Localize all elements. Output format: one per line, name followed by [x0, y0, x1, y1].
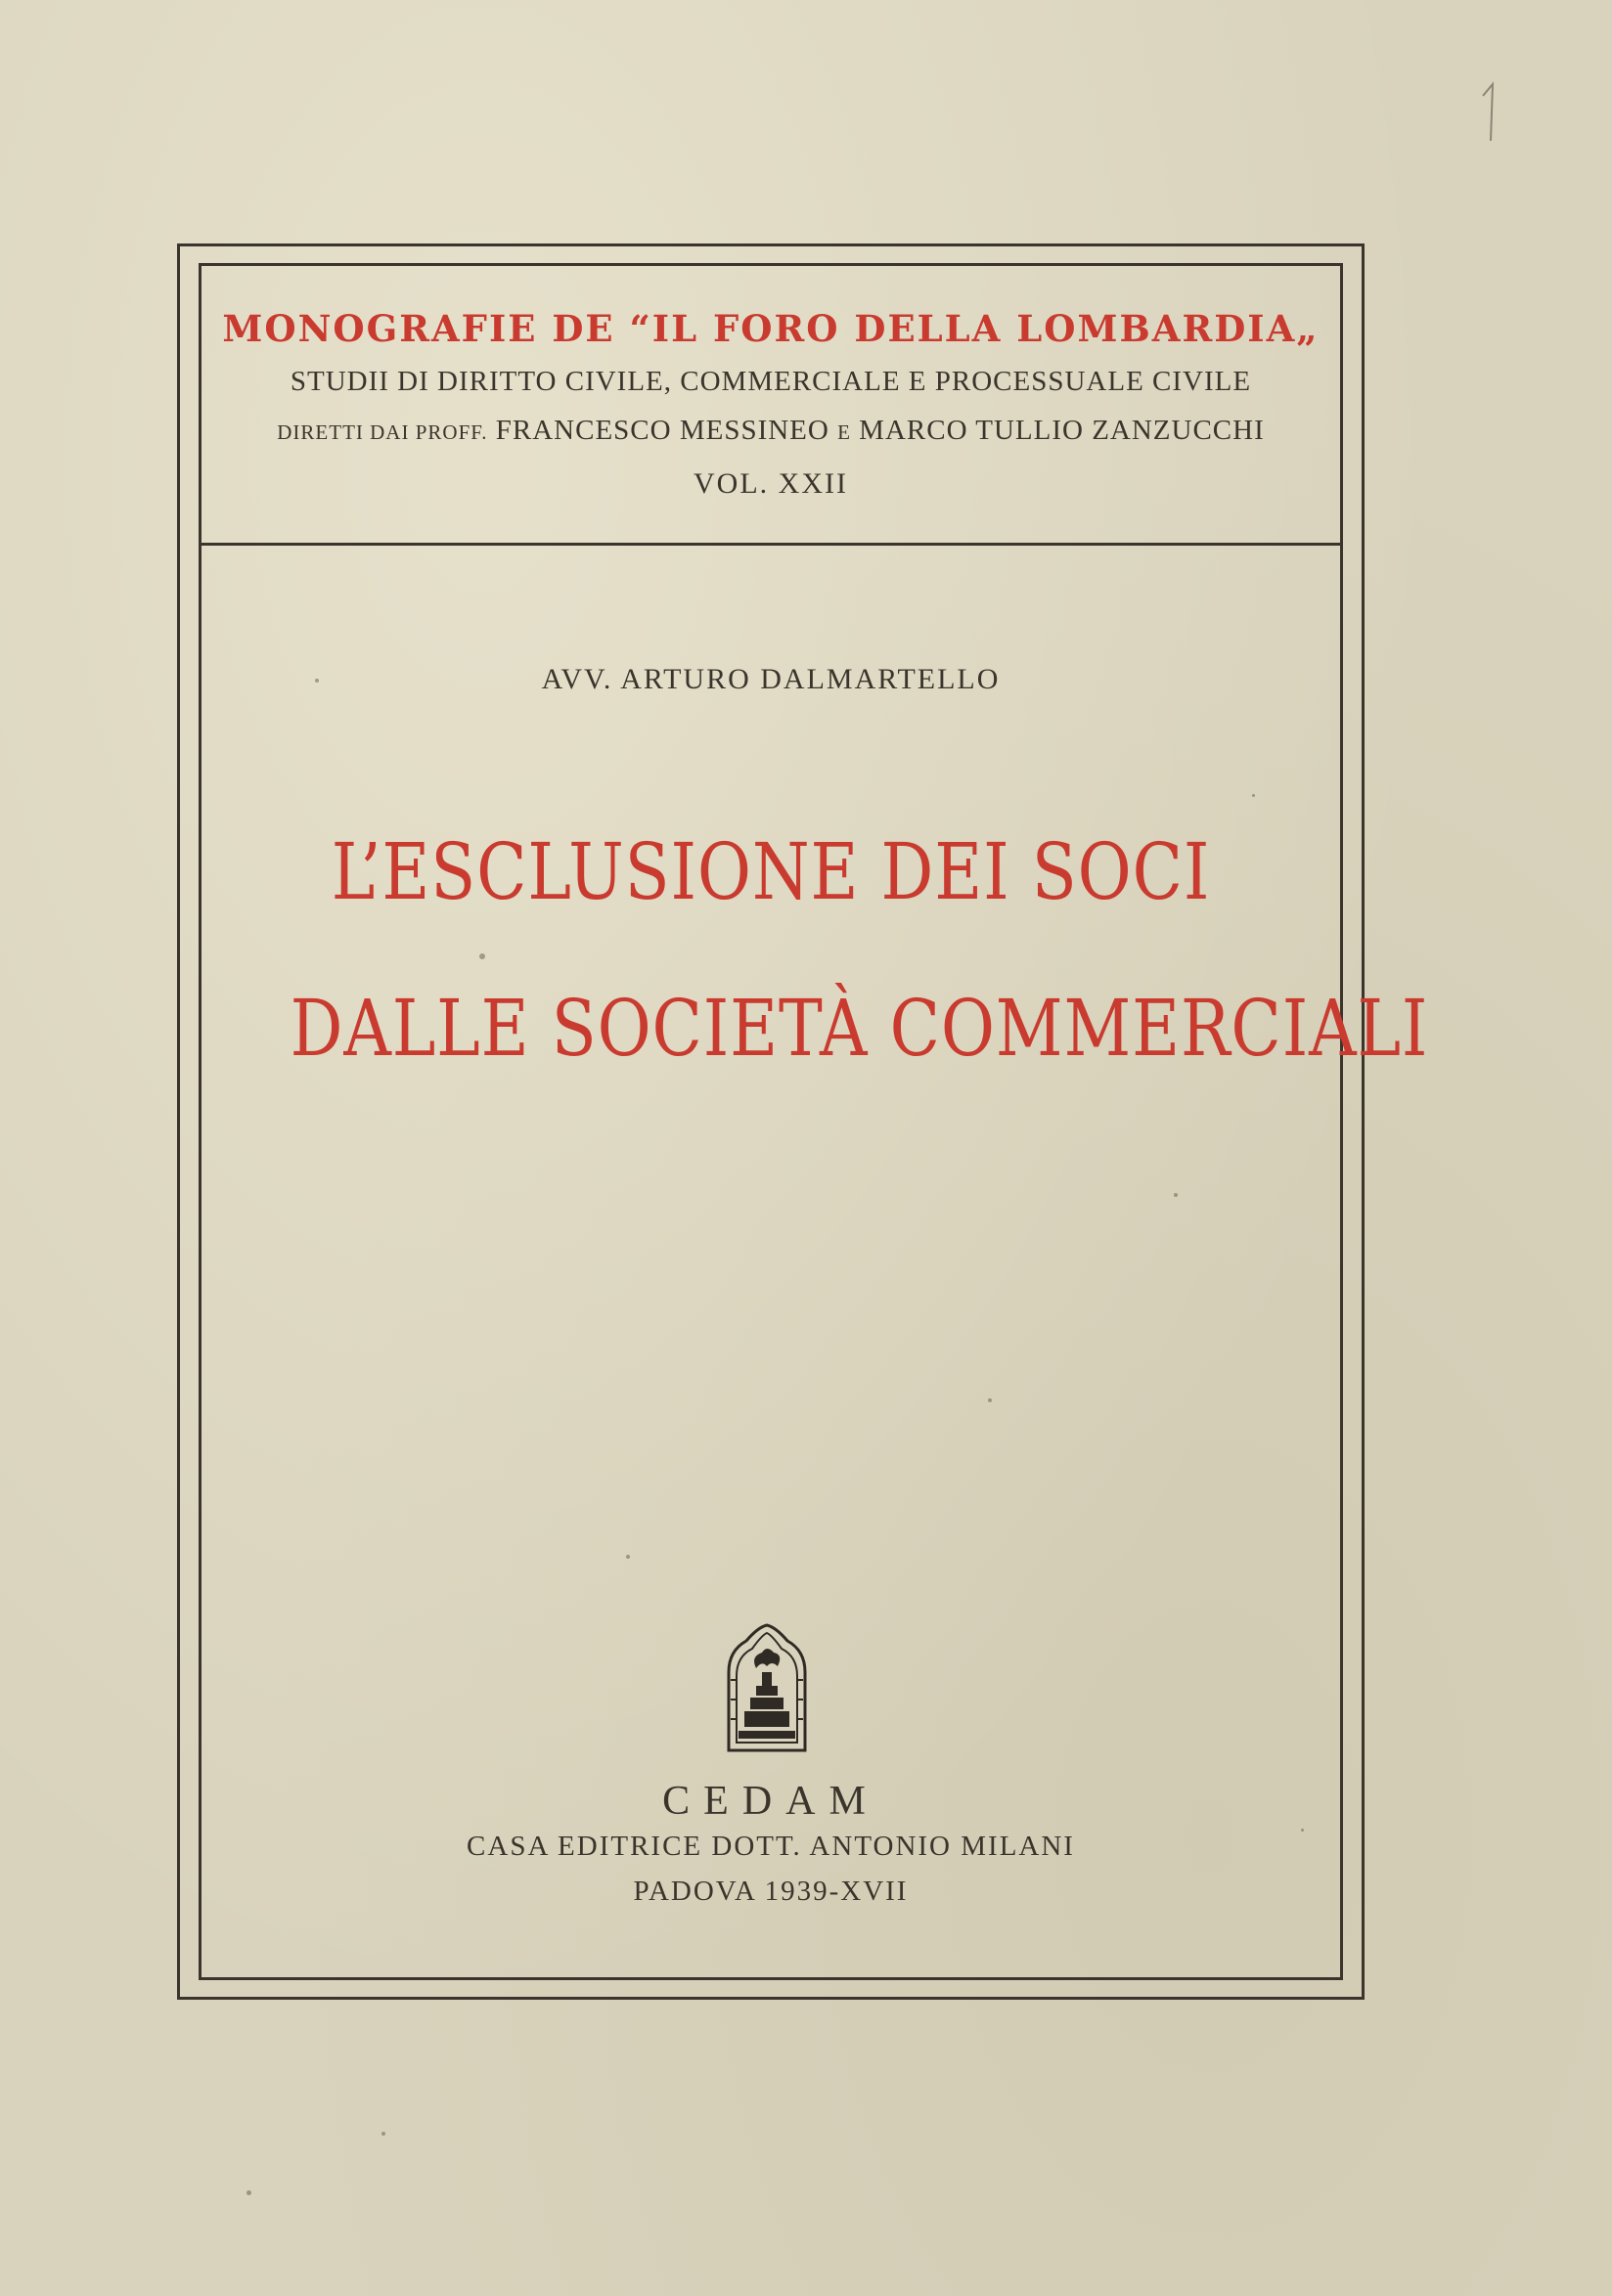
director-2: MARCO TULLIO ZANZUCCHI	[859, 415, 1265, 446]
book-title-line-2: DALLE SOCIETÀ COMMERCIALI	[290, 983, 1429, 1074]
directors-conjunction: E	[837, 420, 851, 444]
series-directors	[199, 415, 1343, 447]
directed-prefix: DIRETTI DAI PROFF.	[277, 420, 488, 444]
publisher-place-year: PADOVA 1939-XVII	[633, 1876, 909, 1907]
publisher-full-name: CASA EDITRICE DOTT. ANTONIO MILANI	[467, 1831, 1075, 1862]
paper-speck	[246, 2190, 251, 2195]
header-divider	[199, 543, 1343, 546]
author: AVV. ARTURO DALMARTELLO	[541, 663, 1001, 695]
director-1: FRANCESCO MESSINEO	[495, 415, 829, 446]
pencil-mark	[1479, 76, 1502, 145]
series-title: MONOGRAFIE DE “IL FORO DELLA LOMBARDIA„	[222, 307, 1320, 350]
series-volume: VOL. XXII	[694, 467, 848, 500]
series-subtitle: STUDII DI DIRITTO CIVILE, COMMERCIALE E PROCESSUALE CIVILE	[290, 366, 1252, 397]
book-title-line-1: L’ESCLUSIONE DEI SOCI	[331, 826, 1211, 917]
publisher-name: CEDAM	[662, 1779, 879, 1824]
publisher-emblem-icon	[721, 1621, 813, 1758]
paper-speck	[381, 2132, 385, 2136]
